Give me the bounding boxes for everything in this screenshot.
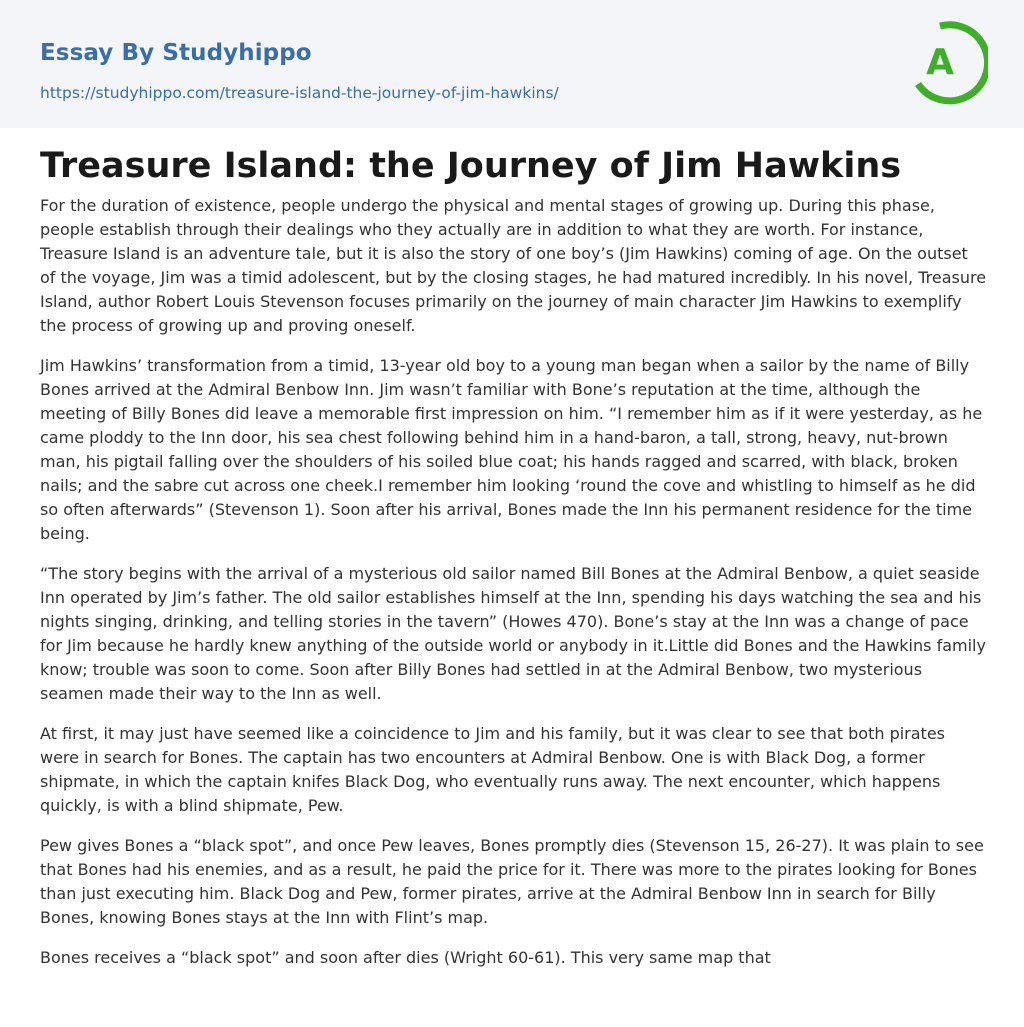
- site-brand[interactable]: Essay By Studyhippo: [40, 40, 312, 66]
- article-paragraph-5: Pew gives Bones a “black spot”, and once Pew leaves, Bones promptly dies (Stevenson 15, 26-27). It was plain to see that Bones had his enemies, and as a result, he paid the price for it. There was more to the pirates looking for Bones than just executing him. Black Dog and Pew, former pirates, arrive at the Admiral Benbow Inn in search for Billy Bones, knowing Bones stays at the Inn with Flint’s map.: [40, 836, 984, 927]
- article-paragraph-3: “The story begins with the arrival of a mysterious old sailor named Bill Bones at the Admiral Benbow, a quiet seaside Inn operated by Jim’s father. The old sailor establishes himself at the Inn, spending his days watching the sea and his nights singing, drinking, and telling stories in the tavern” (Howes 470). Bone’s stay at the Inn was a change of pace for Jim because he hardly knew anything of the outside world or anybody in it.Little did Bones and the Hawkins family know; trouble was soon to come. Soon after Billy Bones had settled in at the Admiral Benbow, two mysterious seamen made their way to the Inn as well.: [40, 564, 986, 703]
- article-title: Treasure Island: the Journey of Jim Hawkins: [40, 146, 902, 186]
- studyhippo-logo-icon[interactable]: [910, 18, 988, 106]
- logo-letter: A: [926, 42, 954, 83]
- article-paragraph-2: Jim Hawkins’ transformation from a timid, 13-year old boy to a young man began when a sailor by the name of Billy Bones arrived at the Admiral Benbow Inn. Jim wasn’t familiar with Bone’s reputation at the time, although the meeting of Billy Bones did leave a memorable first impression on him. “I remember him as if it were yesterday, as he came ploddy to the Inn door, his sea chest following behind him in a hand-baron, a tall, strong, heavy, nut-brown man, his pigtail falling over the shoulders of his soiled blue coat; his hands ragged and scarred, with black, broken nails; and the sabre cut across one cheek.I remember him looking ‘round the cove and whistling to himself as he did so often afterwards” (Stevenson 1). Soon after his arrival, Bones made the Inn his permanent residence for the time being.: [40, 356, 983, 543]
- source-url-link[interactable]: https://studyhippo.com/treasure-island-the-journey-of-jim-hawkins/: [40, 84, 559, 102]
- article-paragraph-1: For the duration of existence, people undergo the physical and mental stages of growing up. During this phase, people establish through their dealings who they actually are in addition to what they are worth. For instance, Treasure Island is an adventure tale, but it is also the story of one boy’s (Jim Hawkins) coming of age. On the outset of the voyage, Jim was a timid adolescent, but by the closing stages, he had matured incredibly. In his novel, Treasure Island, author Robert Louis Stevenson focuses primarily on the journey of main character Jim Hawkins to exemplify the process of growing up and proving oneself.: [40, 196, 987, 335]
- article-body: [40, 194, 988, 986]
- article-paragraph-6: Bones receives a “black spot” and soon after dies (Wright 60-61). This very same map that: [40, 948, 771, 967]
- article-paragraph-4: At first, it may just have seemed like a coincidence to Jim and his family, but it was clear to see that both pirates were in search for Bones. The captain has two encounters at Admiral Benbow. One is with Black Dog, a former shipmate, in which the captain knifes Black Dog, who eventually runs away. The next encounter, which happens quickly, is with a blind shipmate, Pew.: [40, 724, 945, 815]
